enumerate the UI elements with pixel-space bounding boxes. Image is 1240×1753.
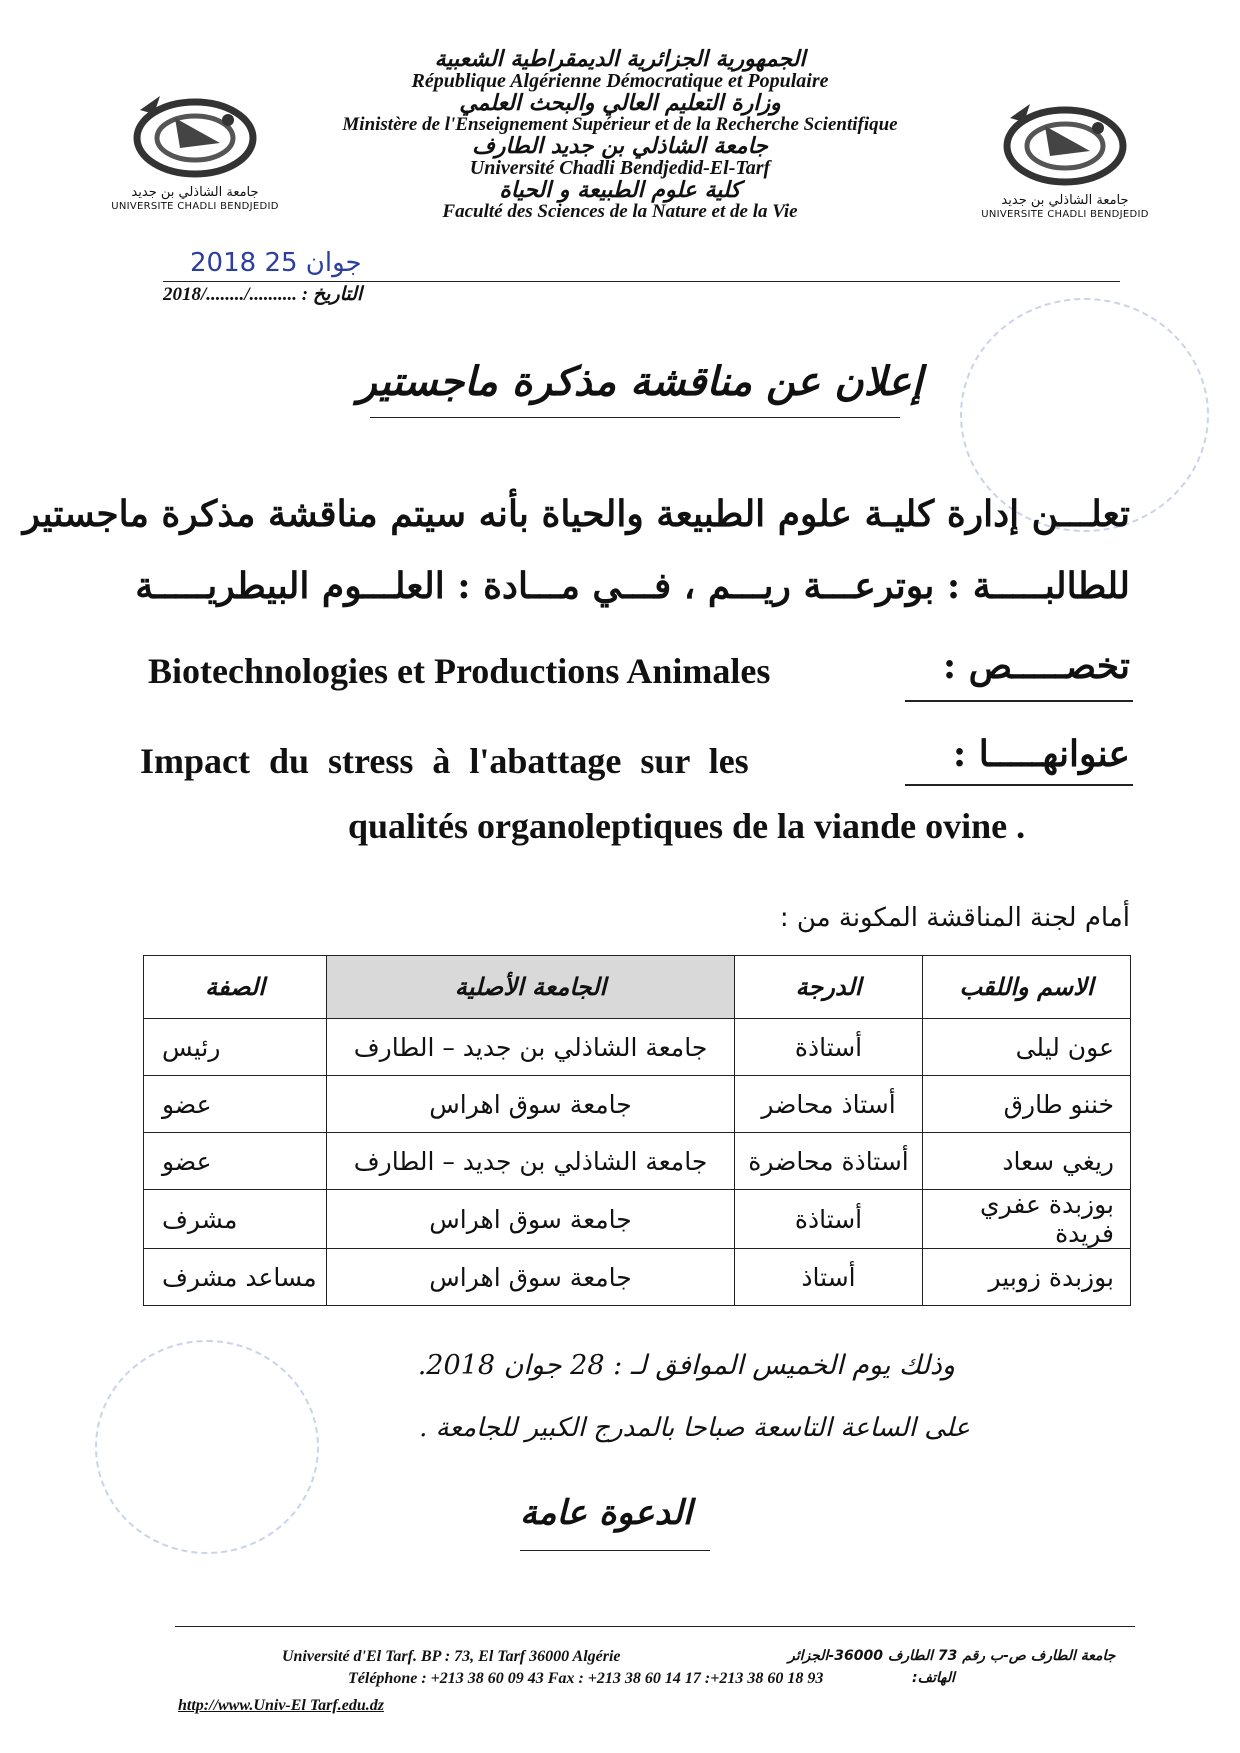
column-header-role: الصفة: [144, 956, 327, 1019]
member-role: عضو: [144, 1133, 327, 1190]
defense-time-place: على الساعة التاسعة صباحا بالمدرج الكبير للجامعة .: [419, 1413, 970, 1443]
table-row: [144, 1133, 1131, 1190]
table-row: [144, 1076, 1131, 1133]
footer-phone-label-arabic: الهاتف:: [912, 1670, 955, 1686]
footer-address-arabic: جامعة الطارف ص-ب رقم 73 الطارف 36000-الجزائر: [788, 1648, 1116, 1664]
university-emblem-icon: [120, 88, 270, 183]
member-name: عون ليلى: [923, 1019, 1131, 1076]
university-emblem-icon: [990, 96, 1140, 191]
republic-arabic: الجمهورية الجزائرية الديمقراطية الشعبية: [434, 47, 806, 72]
member-rank: أستاذة محاضرة: [735, 1133, 923, 1190]
member-name: بوزبدة زوبير: [923, 1249, 1131, 1306]
specialty-value: Biotechnologies et Productions Animales: [148, 651, 771, 691]
announcement-line-1: تعلـــن إدارة كليـة علوم الطبيعة والحياة بأنه سيتم مناقشة مذكرة ماجستير: [22, 493, 1130, 535]
member-rank: أستاذ: [735, 1249, 923, 1306]
university-logo-left: [95, 88, 295, 212]
member-role: عضو: [144, 1076, 327, 1133]
logo-french-text: UNIVERSITE CHADLI BENDJEDID: [981, 209, 1149, 220]
member-role: رئيس: [144, 1019, 327, 1076]
ministry-french: Ministère de l'Enseignement Supérieur et de la Recherche Scientifique: [342, 114, 898, 136]
header-divider: [163, 281, 1120, 282]
date-field: 2018/......../.......... : التاريخ: [163, 284, 363, 305]
defense-date: وذلك يوم الخميس الموافق لـ : 28 جوان 2018.: [417, 1350, 955, 1381]
table-row: [144, 1019, 1131, 1076]
date-stamp: 2018 جوان 25: [190, 248, 362, 278]
logo-arabic-text: جامعة الشاذلي بن جديد: [131, 185, 259, 200]
official-seal-bottom: [95, 1340, 319, 1554]
footer-website-link[interactable]: http://www.Univ-El Tarf.edu.dz: [178, 1697, 384, 1714]
faculty-french: Faculté des Sciences de la Nature et de la Vie: [442, 201, 798, 223]
member-name: خننو طارق: [923, 1076, 1131, 1133]
logo-arabic-text: جامعة الشاذلي بن جديد: [1001, 193, 1129, 208]
thesis-title-label: عنوانهـــــا :: [952, 733, 1130, 775]
footer-phone: Téléphone : +213 38 60 09 43 Fax : +213 38 60 14 17 :+213 38 60 18 93: [348, 1670, 824, 1687]
table-header-row: [144, 956, 1131, 1019]
member-role: مساعد مشرف: [144, 1249, 327, 1306]
member-role: مشرف: [144, 1190, 327, 1249]
invitation-underline: [520, 1550, 710, 1551]
document-header: [300, 48, 940, 222]
announcement-line-2: للطالبـــــة : بوترعـــة ريـــم ، فـــي مـــادة : العلـــوم البيطريـــــة: [135, 565, 1130, 607]
member-rank: أستاذة: [735, 1019, 923, 1076]
public-invitation: الدعوة عامة: [520, 1493, 693, 1533]
university-logo-right: [965, 96, 1165, 220]
table-row: [144, 1249, 1131, 1306]
committee-intro: أمام لجنة المناقشة المكونة من :: [779, 903, 1130, 933]
specialty-underline: [905, 700, 1133, 702]
university-french: Université Chadli Bendjedid-El-Tarf: [469, 157, 771, 180]
member-name: ريغي سعاد: [923, 1133, 1131, 1190]
member-university: جامعة الشاذلي بن جديد – الطارف: [327, 1019, 735, 1076]
thesis-title-underline: [905, 784, 1133, 786]
table-row: [144, 1190, 1131, 1249]
member-university: جامعة الشاذلي بن جديد – الطارف: [327, 1133, 735, 1190]
logo-french-text: UNIVERSITE CHADLI BENDJEDID: [111, 201, 279, 212]
member-rank: أستاذ محاضر: [735, 1076, 923, 1133]
footer-divider: [175, 1626, 1135, 1627]
republic-french: République Algérienne Démocratique et Populaire: [411, 70, 829, 93]
member-university: جامعة سوق اهراس: [327, 1076, 735, 1133]
member-name: بوزبدة عفري فريدة: [923, 1190, 1131, 1249]
thesis-title-line-1: Impact du stress à l'abattage sur les: [140, 741, 749, 781]
university-arabic: جامعة الشاذلي بن جديد الطارف: [472, 134, 768, 160]
column-header-rank: الدرجة: [735, 956, 923, 1019]
member-university: جامعة سوق اهراس: [327, 1249, 735, 1306]
member-university: جامعة سوق اهراس: [327, 1190, 735, 1249]
column-header-name: الاسم واللقب: [923, 956, 1131, 1019]
thesis-title-line-2: qualités organoleptiques de la viande ovine .: [348, 806, 1026, 846]
specialty-label: تخصـــــص :: [942, 645, 1130, 687]
faculty-arabic: كلية علوم الطبيعة و الحياة: [499, 178, 741, 204]
member-rank: أستاذة: [735, 1190, 923, 1249]
ministry-arabic: وزارة التعليم العالي والبحث العلمي: [459, 91, 781, 117]
column-header-university: الجامعة الأصلية: [327, 956, 735, 1019]
committee-table: [143, 955, 1131, 1306]
title-underline: [370, 417, 900, 418]
announcement-title: إعلان عن مناقشة مذكرة ماجستير: [357, 358, 923, 405]
footer-address-french: Université d'El Tarf. BP : 73, El Tarf 36000 Algérie: [282, 1648, 621, 1665]
